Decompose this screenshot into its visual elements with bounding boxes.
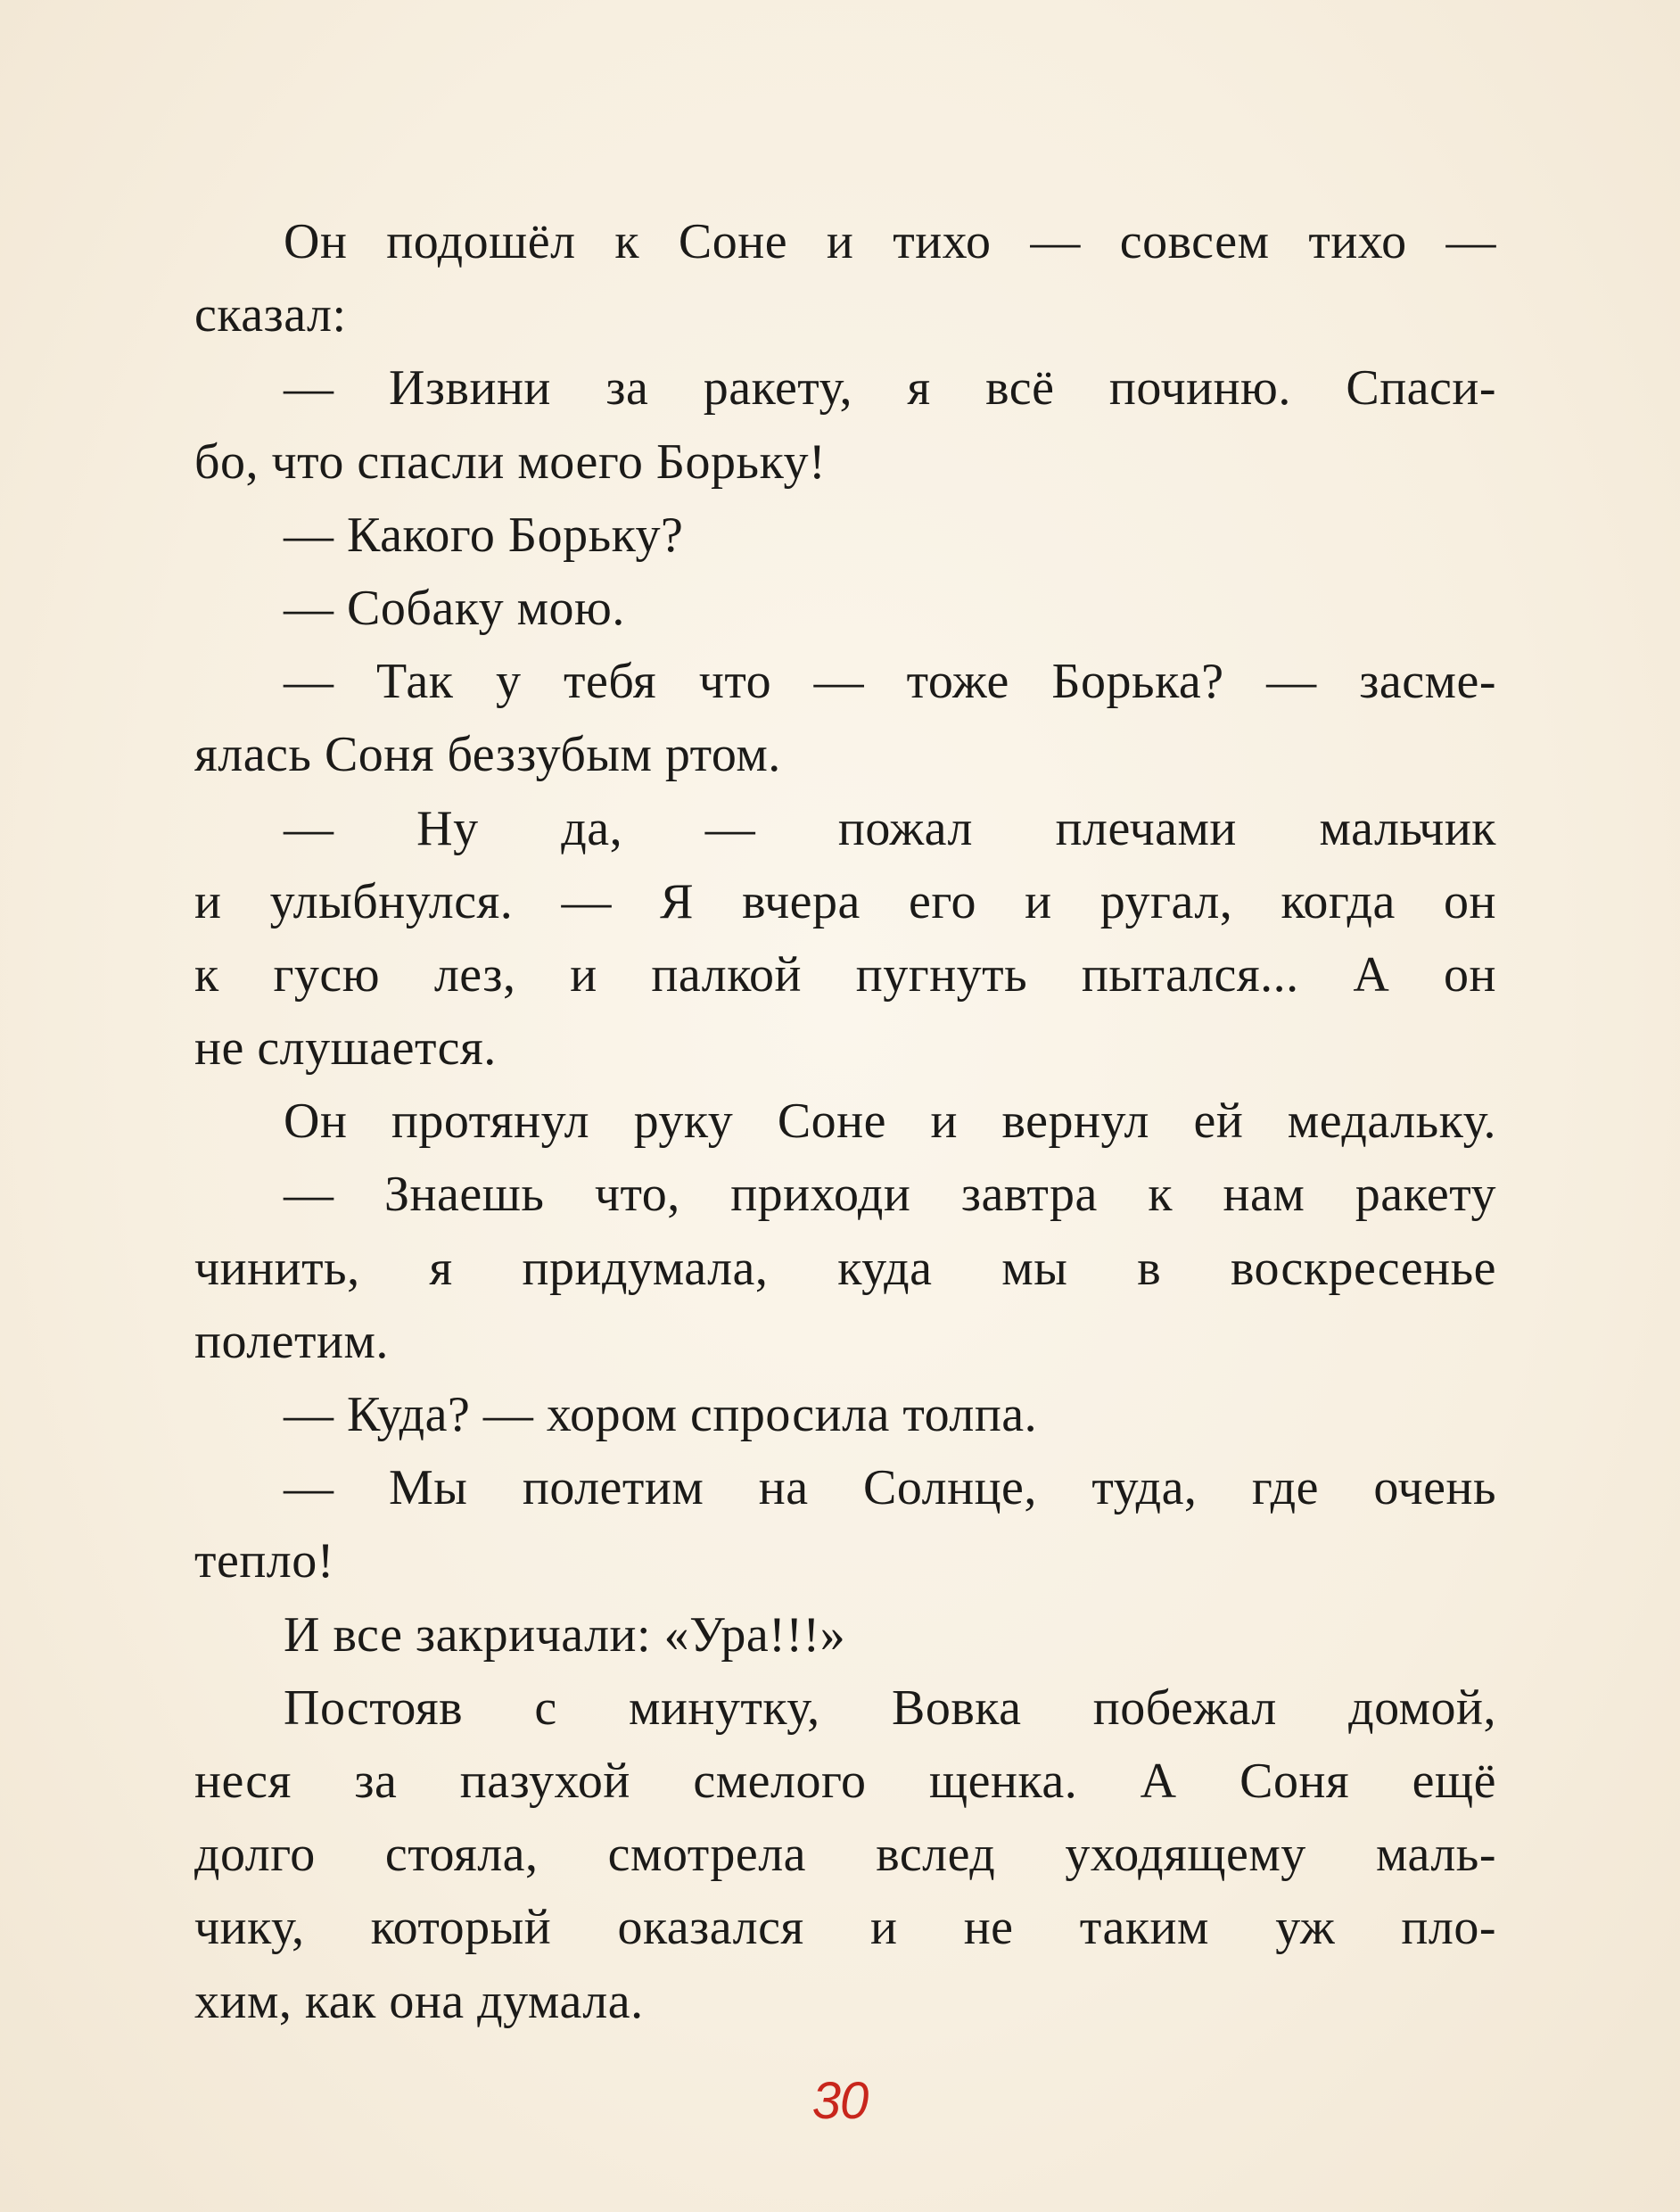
text-line: — Ну да, — пожал плечами мальчик: [284, 800, 1496, 856]
text-line: — Какого Борьку?: [284, 507, 684, 563]
text-line: Он подошёл к Соне и тихо — совсем тихо —: [284, 214, 1496, 269]
text-line: к гусю лез, и палкой пугнуть пытался... А он: [194, 946, 1496, 1003]
text-line: чику, который оказался и не таким уж пло-: [194, 1900, 1496, 1956]
text-line: полетим.: [194, 1313, 389, 1369]
story-text: [194, 205, 1496, 2038]
text-line: сказал:: [194, 287, 347, 343]
text-line: тепло!: [194, 1533, 334, 1589]
text-line: ялась Соня беззубым ртом.: [194, 727, 781, 783]
text-line: Постояв с минутку, Вовка побежал домой,: [284, 1680, 1496, 1736]
text-line: — Знаешь что, приходи завтра к нам ракету: [284, 1167, 1496, 1223]
text-line: хим, как она думала.: [194, 1973, 644, 2029]
text-line: — Куда? — хором спросила толпа.: [284, 1387, 1038, 1442]
text-line: — Извини за ракету, я всё починю. Спаси-: [284, 360, 1496, 417]
text-line: долго стояла, смотрела вслед уходящему маль-: [194, 1827, 1496, 1883]
text-line: — Так у тебя что — тоже Борька? — засме-: [284, 654, 1496, 710]
page-number: 30: [811, 2072, 869, 2130]
text-line: чинить, я придумала, куда мы в воскресенье: [194, 1240, 1496, 1296]
text-line: неся за пазухой смелого щенка. А Соня ещё: [194, 1753, 1496, 1809]
text-line: И все закричали: «Ура!!!»: [284, 1606, 846, 1663]
text-line: бо, что спасли моего Борьку!: [194, 433, 827, 490]
text-line: не слушается.: [194, 1020, 497, 1077]
text-line: — Мы полетим на Солнце, туда, где очень: [284, 1460, 1496, 1516]
text-line: Он протянул руку Соне и вернул ей медальку.: [284, 1094, 1496, 1150]
text-line: — Собаку мою.: [284, 580, 625, 636]
text-line: и улыбнулся. — Я вчера его и ругал, когда он: [194, 873, 1496, 929]
